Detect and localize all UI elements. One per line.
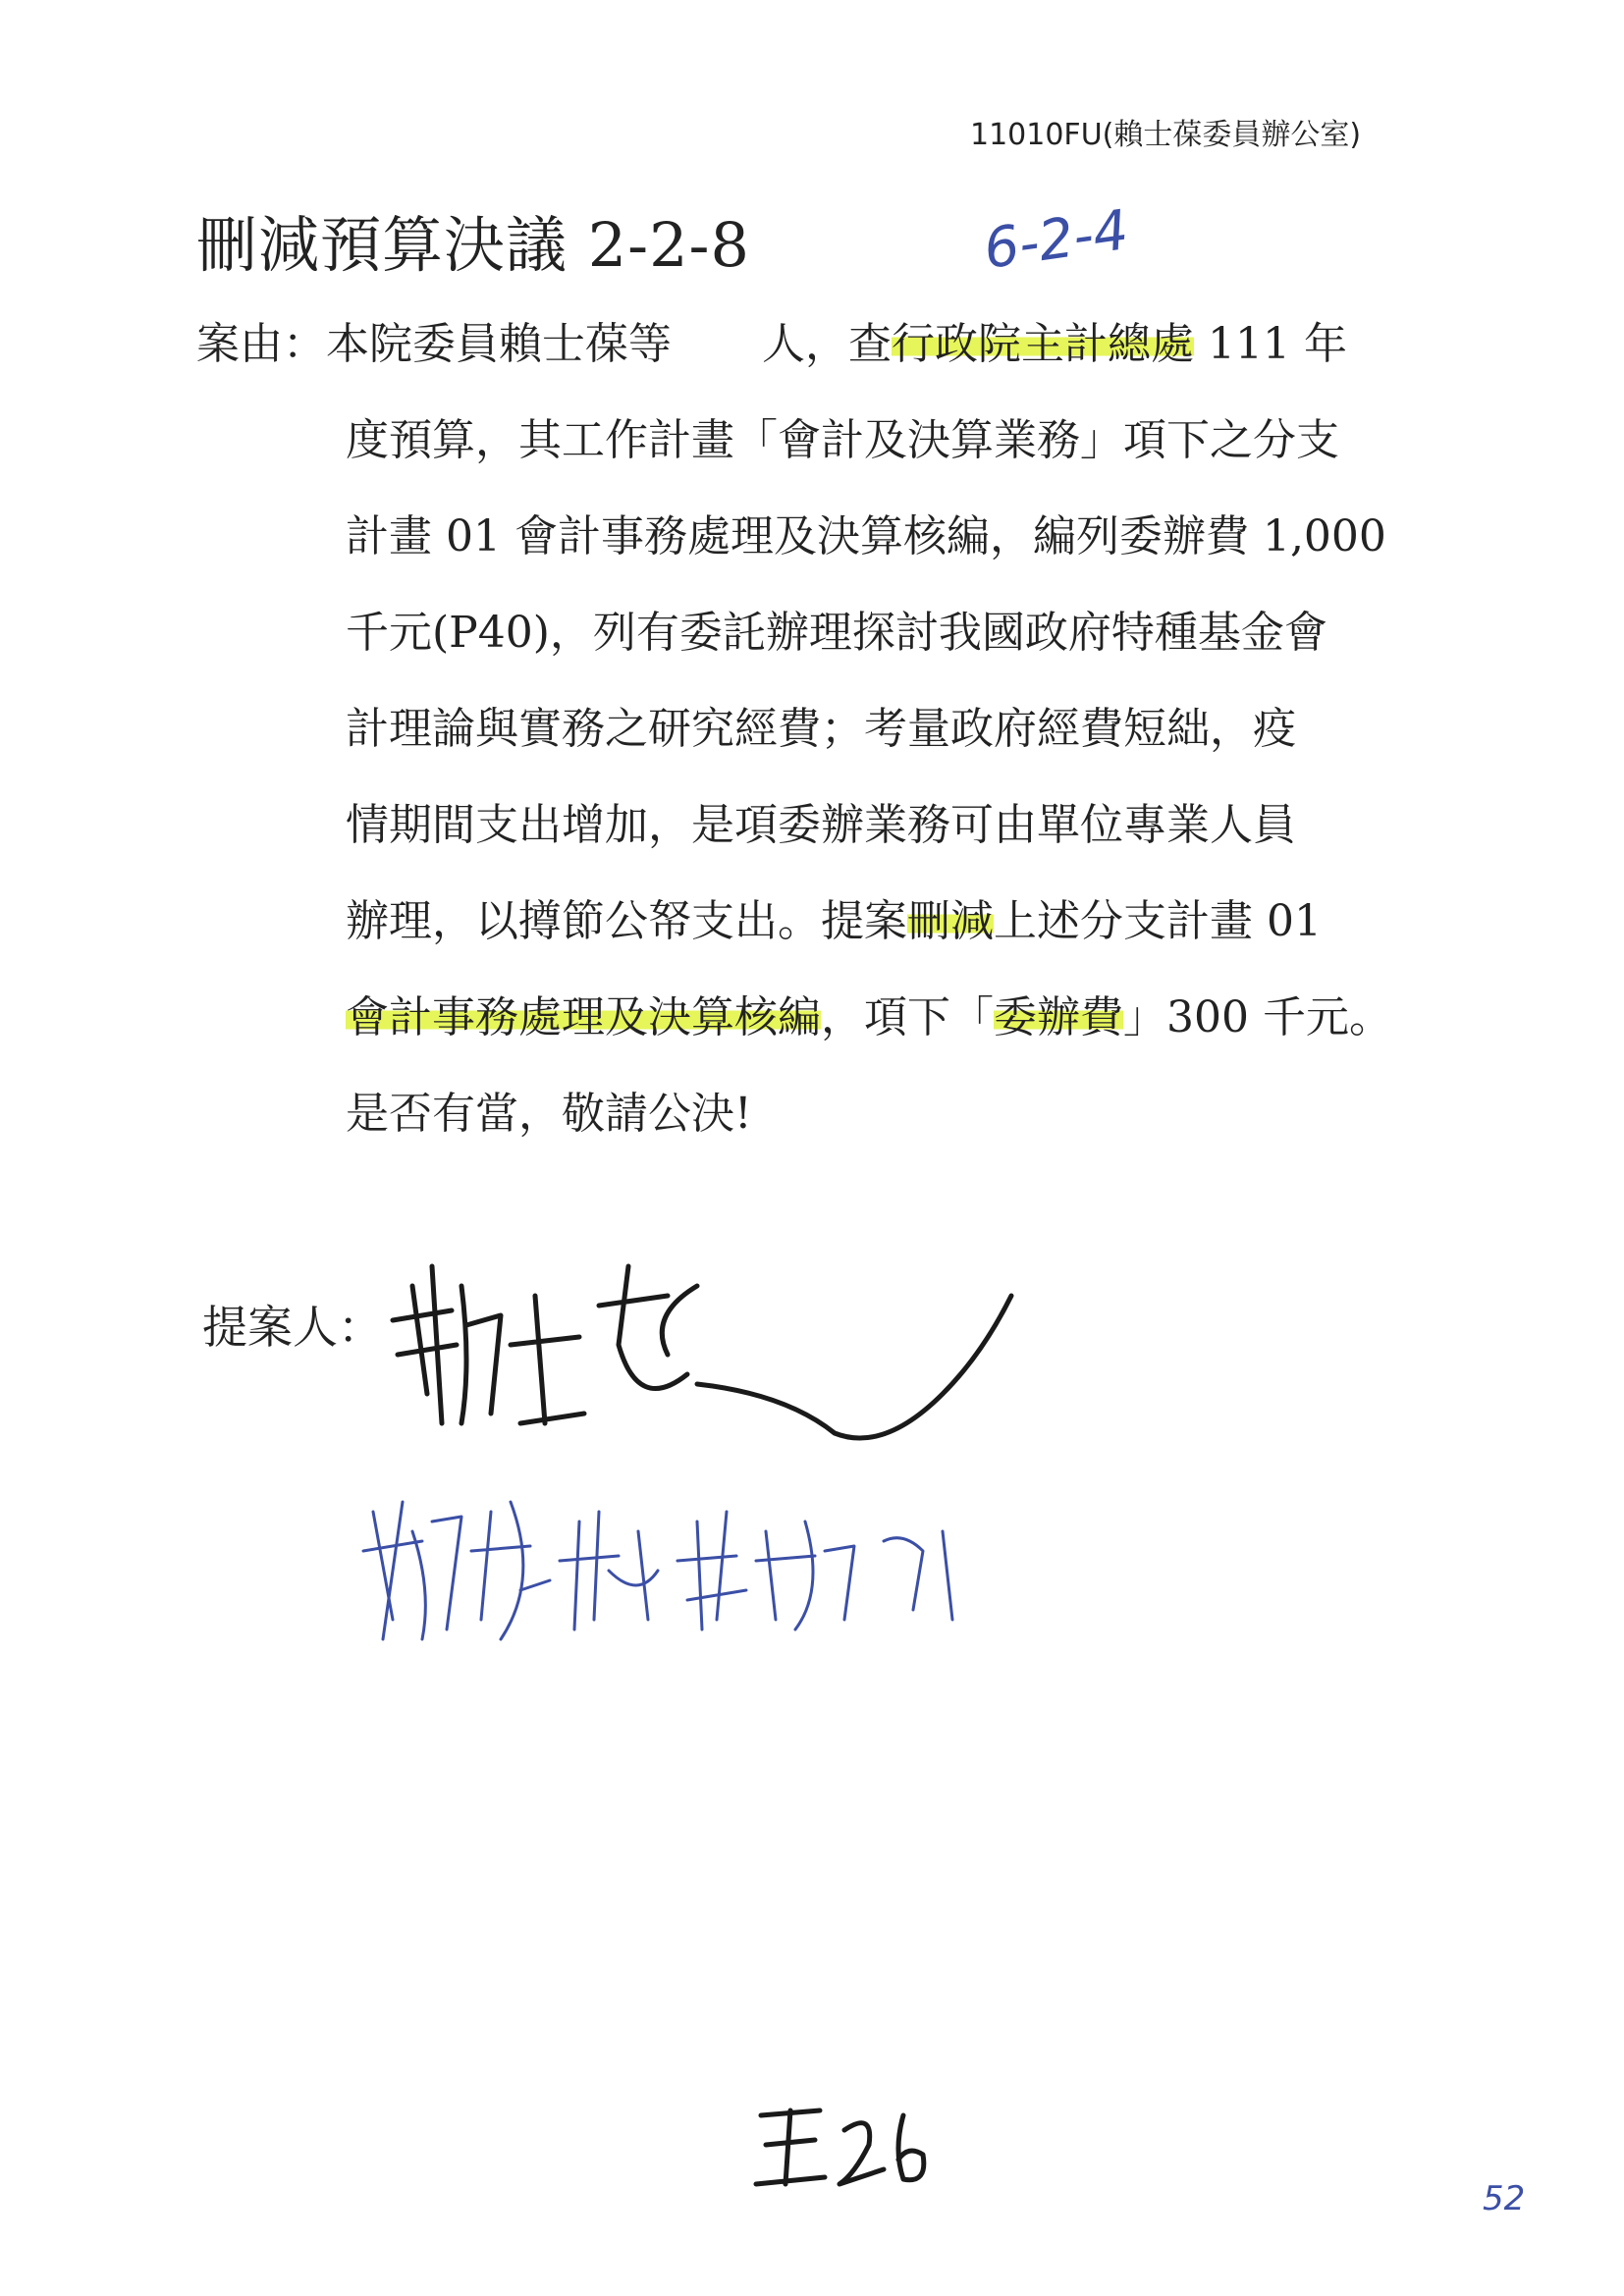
signature-black bbox=[373, 1227, 1021, 1463]
reason-label: 案由： bbox=[196, 319, 326, 369]
body-text-span: 辦理，以撙節公帑支出。提案 bbox=[346, 896, 907, 946]
handwritten-mark bbox=[746, 2091, 943, 2209]
proposal-body bbox=[196, 296, 1453, 1162]
body-line-8 bbox=[196, 970, 1453, 1066]
body-line-2: 度預算，其工作計畫「會計及決算業務」項下之分支 bbox=[346, 415, 1339, 465]
handwritten-title-note: 6-2-4 bbox=[980, 198, 1133, 282]
page-number: 52 bbox=[1483, 2179, 1526, 2218]
body-line-9: 是否有當，敬請公決! bbox=[346, 1089, 752, 1139]
office-code: 11010FU(賴士葆委員辦公室) bbox=[970, 118, 1362, 152]
proposer-label: 提案人： bbox=[202, 1301, 383, 1354]
body-line-4: 千元(P40)，列有委託辦理探討我國政府特種基金會 bbox=[346, 608, 1327, 658]
page-title: 刪減預算決議 2-2-8 bbox=[196, 209, 750, 281]
body-line-5: 計理論與實務之研究經費；考量政府經費短絀，疫 bbox=[346, 704, 1296, 754]
body-line-3: 計畫 01 會計事務處理及決算核編，編列委辦費 1,000 bbox=[346, 511, 1386, 561]
body-line-1 bbox=[196, 296, 1453, 393]
body-line-6: 情期間支出增加，是項委辦業務可由單位專業人員 bbox=[346, 800, 1296, 850]
signature-blue bbox=[353, 1472, 1041, 1649]
body-text-span: 」300 千元。 bbox=[1123, 992, 1392, 1042]
body-text-span: 本院委員賴士葆等 bbox=[326, 319, 672, 369]
body-line-7 bbox=[196, 874, 1453, 970]
body-text-span: 111 年 bbox=[1194, 319, 1347, 369]
body-text-span: 上述分支計畫 01 bbox=[994, 896, 1322, 946]
highlight-agency: 行政院主計總處 bbox=[892, 319, 1194, 369]
highlight-program: 會計事務處理及決算核編 bbox=[346, 992, 821, 1042]
highlight-fee: 委辦費 bbox=[994, 992, 1123, 1042]
body-text-span: 人，查 bbox=[762, 319, 892, 369]
body-text-span: ，項下「 bbox=[821, 992, 994, 1042]
highlight-reduce: 刪減 bbox=[907, 896, 994, 946]
